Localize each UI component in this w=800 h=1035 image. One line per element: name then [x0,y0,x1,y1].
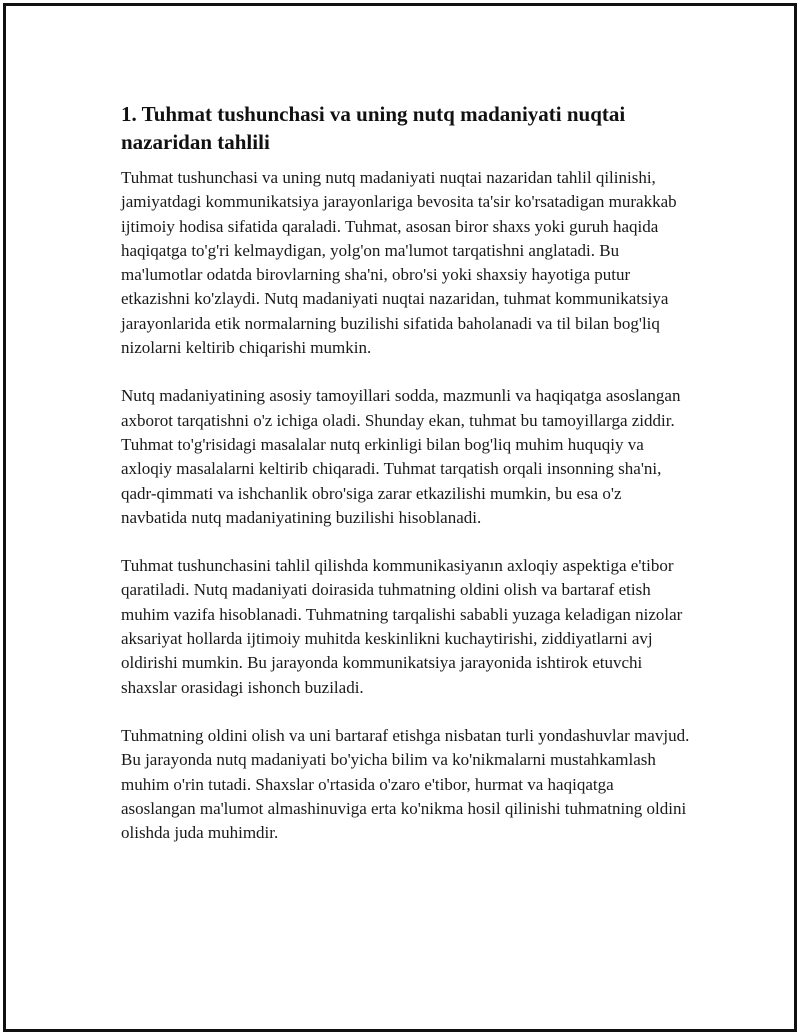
paragraph-2: Nutq madaniyatining asosiy tamoyillari sodda, mazmunli va haqiqatga asoslangan axborot tarqatishni o'z ichiga oladi. Shunday ekan, tuhmat bu tamoyillarga ziddir. Tuhmat to'g'risidagi masalalar nutq erkinligi bilan bog'liq muhim huquqiy va axloqiy masalalarni keltirib chiqaradi. Tuhmat tarqatish orqali insonning sha'ni, qadr-qimmati va ishchanlik obro'siga zarar etkazilishi mumkin, bu esa o'z navbatida nutq madaniyatining buzilishi hisoblanadi. [121,386,681,527]
paragraph-3: Tuhmat tushunchasini tahlil qilishda kommunikasiyanın axloqiy aspektiga e'tibor qaratiladi. Nutq madaniyati doirasida tuhmatning oldini olish va bartaraf etish muhim vazifa hisoblanadi. Tuhmatning tarqalishi sababli yuzaga keladigan nizolar aksariyat hollarda ijtimoiy muhitda keskinlikni kuchaytirishi, ziddiyatlarni avj oldirishi mumkin. Bu jarayonda kommunikatsiya jarayonida ishtirok etuvchi shaxslar orasidagi ishonch buziladi. [121,556,683,697]
paragraph-4: Tuhmatning oldini olish va uni bartaraf etishga nisbatan turli yondashuvlar mavjud. Bu jarayonda nutq madaniyati bo'yicha bilim va ko'nikmalarni mustahkamlash muhim o'rin tutadi. Shaxslar o'rtasida o'zaro e'tibor, hurmat va haqiqatga asoslangan ma'lumot almashinuviga erta ko'nikma hosil qilinishi tuhmatning oldini olishda juda muhimdir. [121,725,690,843]
page-frame [3,3,797,1032]
section-heading: 1. Tuhmat tushunchasi va uning nutq madaniyati nuqtai nazaridan tahlili [121,102,626,154]
document-body [121,100,691,869]
paragraph-1: Tuhmat tushunchasi va uning nutq madaniyati nuqtai nazaridan tahlil qilinishi, jamiyatdagi kommunikatsiya jarayonlariga bevosita ta'sir ko'rsatadigan murakkab ijtimoiy hodisa sifatida qaraladi. Tuhmat, asosan biror shaxs yoki guruh haqida haqiqatga to'g'ri kelmaydigan, yolg'on ma'lumot tarqatishni anglatadi. Bu ma'lumotlar odatda birovlarning sha'ni, obro'si yoki shaxsiy hayotiga putur etkazishni ko'zlaydi. Nutq madaniyati nuqtai nazaridan, tuhmat kommunikatsiya jarayonlarida etik normalarning buzilishi sifatida baholanadi va til bilan bog'liq nizolarni keltirib chiqarishi mumkin. [121,168,677,358]
